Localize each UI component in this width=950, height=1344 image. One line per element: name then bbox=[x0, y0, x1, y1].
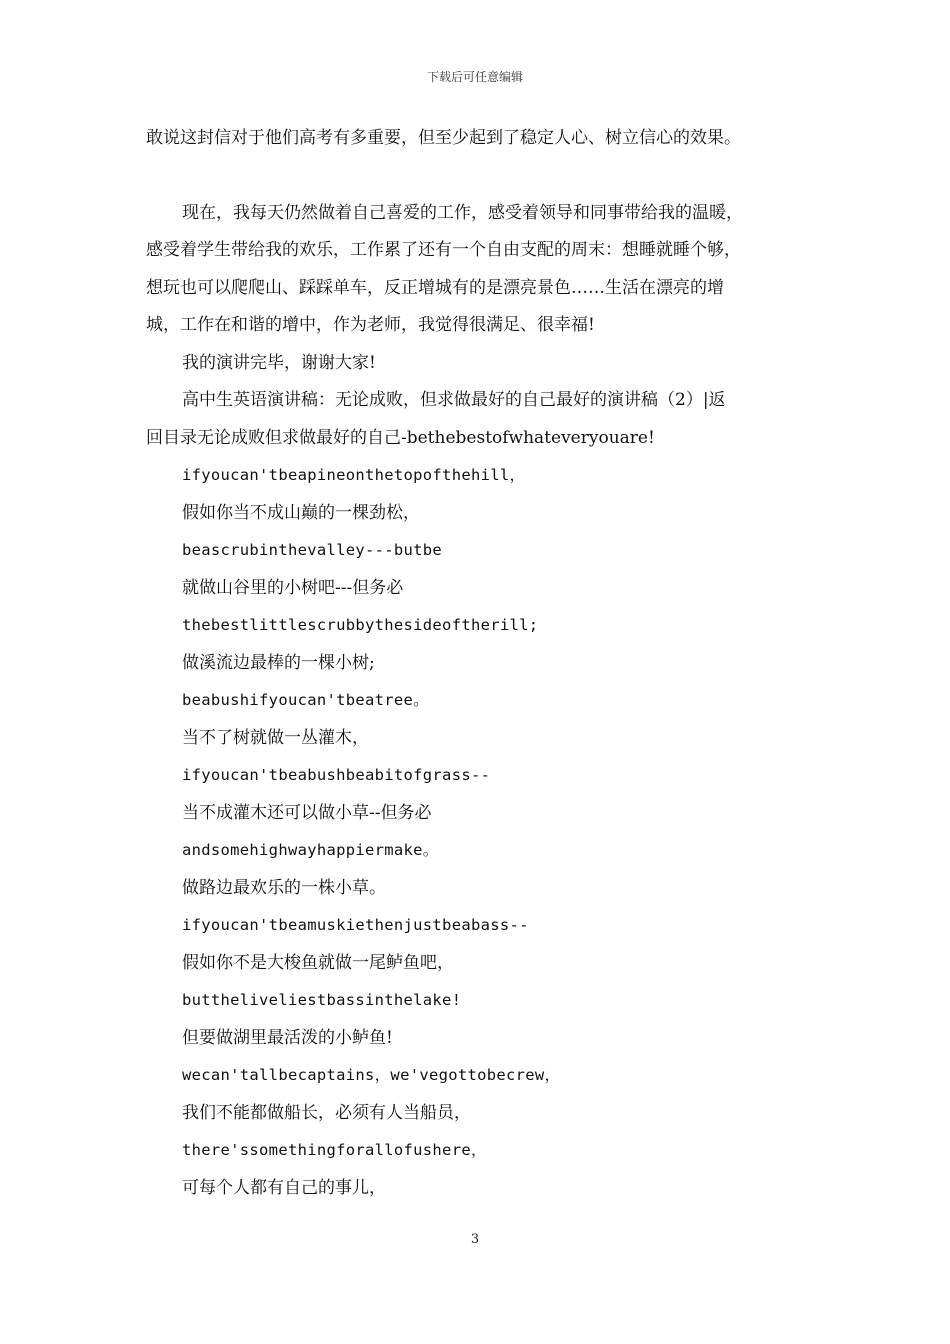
poem-line-zh: 假如你不是大梭鱼就做一尾鲈鱼吧， bbox=[182, 952, 454, 973]
poem-line-en: ifyoucan'tbeamuskiethenjustbeabass-- bbox=[182, 916, 529, 934]
poem-line-en: beabushifyoucan'tbeatree。 bbox=[182, 691, 429, 709]
paragraph-gap bbox=[146, 158, 826, 195]
paragraph-line: 城，工作在和谐的增中，作为老师，我觉得很满足、很幸福! bbox=[146, 315, 595, 335]
poem-line-zh: 我们不能都做船长，必须有人当船员， bbox=[182, 1102, 471, 1123]
poem-line-en: beascrubinthevalley---butbe bbox=[182, 541, 443, 559]
poem-line-zh: 当不成灌木还可以做小草--但务必 bbox=[182, 802, 432, 823]
poem-line-zh: 做溪流边最棒的一棵小树; bbox=[182, 652, 375, 673]
paragraph-continuation: 敢说这封信对于他们高考有多重要，但至少起到了稳定人心、树立信心的效果。 bbox=[146, 128, 741, 148]
document-body bbox=[146, 120, 826, 1207]
poem-line-en: there'ssomethingforallofushere， bbox=[182, 1141, 487, 1159]
poem-line-en: ifyoucan'tbeapineonthetopofthehill， bbox=[182, 466, 526, 484]
page-header: 下载后可任意编辑 bbox=[426, 70, 523, 84]
poem-line-zh: 但要做湖里最活泼的小鲈鱼! bbox=[182, 1027, 393, 1048]
page-number: 3 bbox=[470, 1232, 480, 1247]
poem-line-zh: 当不了树就做一丛灌木， bbox=[182, 727, 369, 748]
paragraph-line: 想玩也可以爬爬山、踩踩单车，反正增城有的是漂亮景色……生活在漂亮的增 bbox=[146, 277, 724, 298]
poem-line-zh: 可每个人都有自己的事儿， bbox=[182, 1177, 386, 1198]
paragraph-line: 感受着学生带给我的欢乐，工作累了还有一个自由支配的周末：想睡就睡个够， bbox=[146, 240, 741, 260]
poem-line-zh: 就做山谷里的小树吧---但务必 bbox=[182, 577, 404, 598]
poem-line-en: buttheliveliestbassinthelake! bbox=[182, 991, 462, 1009]
poem-line-en: wecan'tallbecaptains，we'vegottobecrew， bbox=[182, 1066, 561, 1084]
poem-line-en: thebestlittlescrubbythesideoftherill; bbox=[182, 616, 539, 634]
section-title-line: 高中生英语演讲稿：无论成败，但求做最好的自己最好的演讲稿（2）|返 bbox=[182, 390, 726, 410]
paragraph-line: 现在，我每天仍然做着自己喜爱的工作，感受着领导和同事带给我的温暖， bbox=[182, 202, 743, 223]
poem-line-zh: 做路边最欢乐的一株小草。 bbox=[182, 877, 386, 898]
poem-line-en: ifyoucan'tbeabushbeabitofgrass-- bbox=[182, 766, 491, 784]
poem-line-en: andsomehighwayhappiermake。 bbox=[182, 841, 439, 859]
closing-line: 我的演讲完毕，谢谢大家! bbox=[182, 352, 376, 373]
section-title-line: 回目录无论成败但求做最好的自己-bethebestofwhateveryouare! bbox=[146, 427, 655, 448]
poem-line-zh: 假如你当不成山巅的一棵劲松， bbox=[182, 502, 420, 523]
